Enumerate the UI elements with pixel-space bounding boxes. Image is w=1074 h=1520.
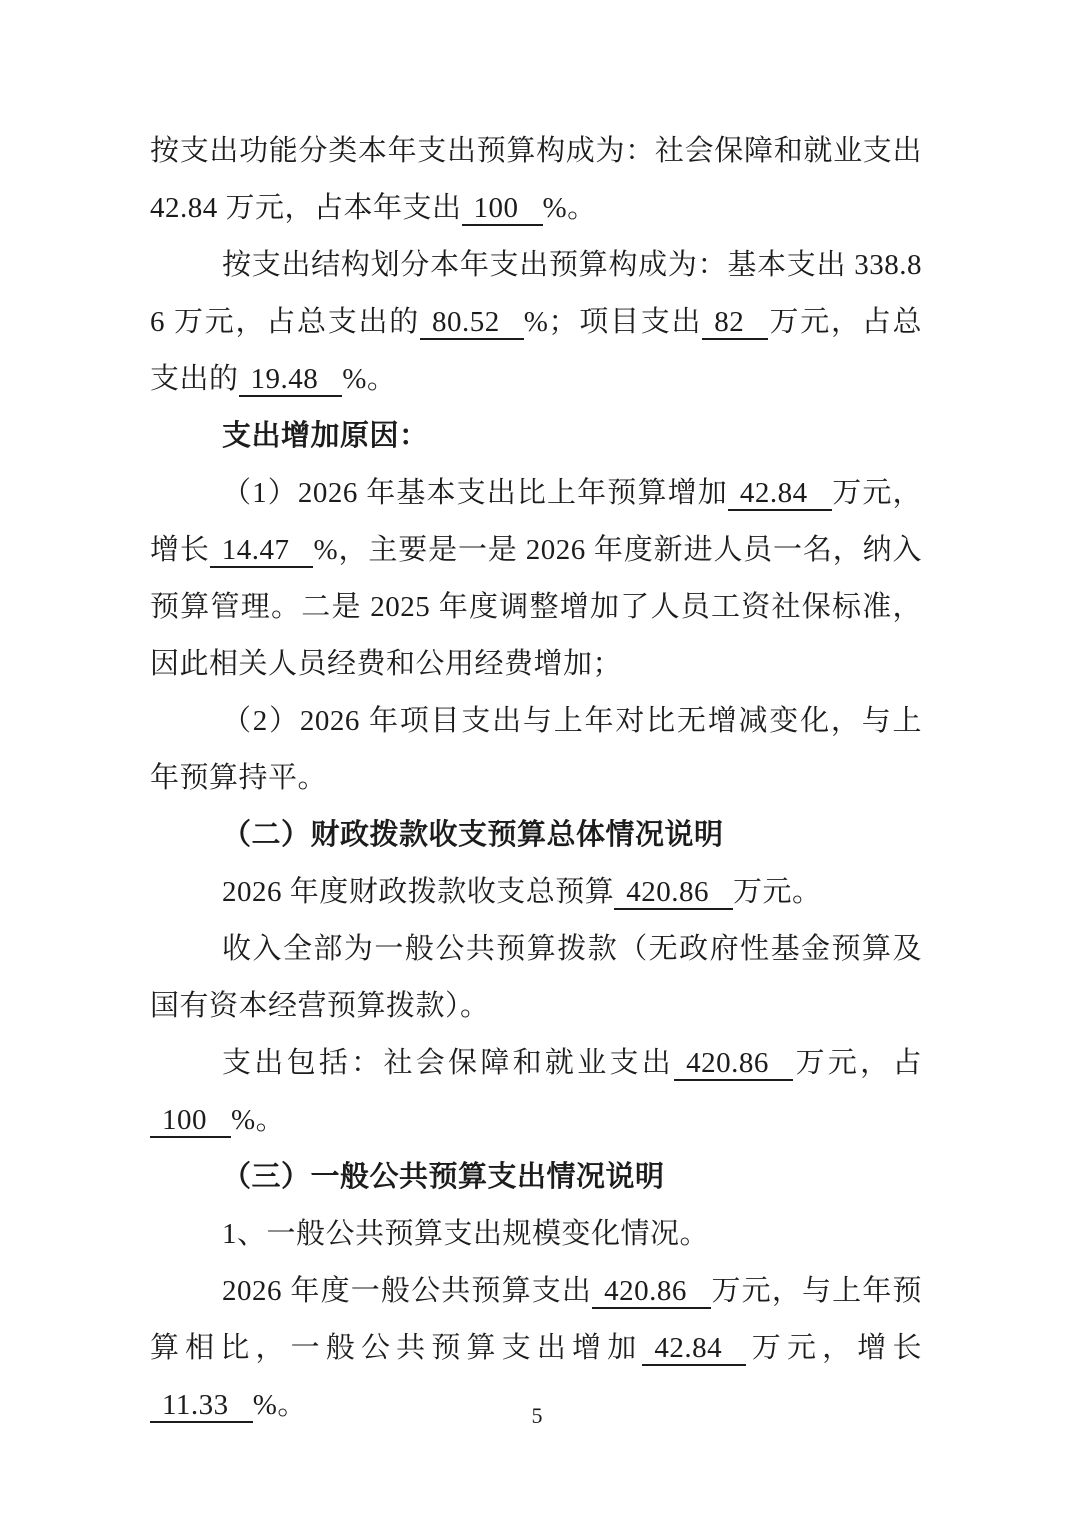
paragraph — [150, 1035, 922, 1149]
fill-in-blank-value: 82 — [702, 306, 768, 340]
text-run: %。 — [252, 1389, 307, 1421]
text-run: 万元，与上年预算相比，一般公共预算支出增加 — [150, 1275, 922, 1364]
text-run: 按支出结构划分本年支出预算构成为：基本支出 338.86 万元，占总支出的 — [150, 249, 922, 338]
text-run: （1）2026 年基本支出比上年预算增加 — [222, 477, 728, 509]
text-run: （二）财政拨款收支预算总体情况说明 — [222, 819, 724, 851]
fill-in-blank-value: 14.47 — [210, 534, 314, 568]
section-heading — [150, 408, 922, 465]
paragraph — [150, 237, 922, 408]
text-run: %。 — [231, 1104, 286, 1136]
text-run: %。 — [542, 192, 597, 224]
paragraph — [150, 1206, 922, 1263]
text-run: 支出包括：社会保障和就业支出 — [222, 1047, 675, 1079]
text-run: 2026 年度财政拨款收支总预算 — [222, 876, 615, 908]
text-run: （三）一般公共预算支出情况说明 — [222, 1161, 665, 1193]
paragraph — [150, 123, 922, 237]
text-run: 万元。 — [733, 876, 822, 908]
section-heading — [150, 807, 922, 864]
paragraph — [150, 693, 922, 807]
paragraph — [150, 864, 922, 921]
document-body — [150, 123, 922, 1434]
text-run: 1、一般公共预算支出规模变化情况。 — [222, 1218, 710, 1250]
text-run: 万元，占 — [792, 1047, 922, 1079]
text-run: %，主要是一是 2026 年度新进人员一名，纳入预算管理。二是 2025 年度调整增加了人员工资社保标准，因此相关人员经费和公用经费增加； — [150, 534, 922, 680]
text-run: %。 — [342, 363, 397, 395]
fill-in-blank-value: 19.48 — [239, 363, 343, 397]
text-run: 万元，增长 — [150, 477, 922, 566]
fill-in-blank-value: 11.33 — [150, 1389, 253, 1423]
fill-in-blank-value: 42.84 — [728, 477, 832, 511]
text-run: 2026 年度一般公共预算支出 — [222, 1275, 593, 1307]
section-heading — [150, 1149, 922, 1206]
paragraph — [150, 921, 922, 1035]
text-run: 支出增加原因： — [222, 420, 429, 452]
page-number: 5 — [531, 1403, 543, 1428]
text-run: 收入全部为一般公共预算拨款（无政府性基金预算及国有资本经营预算拨款）。 — [150, 933, 922, 1022]
fill-in-blank-value: 100 — [462, 192, 543, 226]
paragraph — [150, 465, 922, 693]
fill-in-blank-value: 420.86 — [592, 1275, 711, 1309]
fill-in-blank-value: 420.86 — [674, 1047, 793, 1081]
text-run: 万元，占总支出的 — [150, 306, 922, 395]
text-run: （2）2026 年项目支出与上年对比无增减变化，与上年预算持平。 — [150, 705, 922, 794]
fill-in-blank-value: 80.52 — [420, 306, 524, 340]
fill-in-blank-value: 420.86 — [614, 876, 733, 910]
text-run: %；项目支出 — [523, 306, 703, 338]
fill-in-blank-value: 42.84 — [642, 1332, 746, 1366]
text-run: 按支出功能分类本年支出预算构成为：社会保障和就业支出 42.84 万元，占本年支出 — [150, 135, 922, 224]
text-run: 万元，增长 — [746, 1332, 922, 1364]
fill-in-blank-value: 100 — [150, 1104, 231, 1138]
